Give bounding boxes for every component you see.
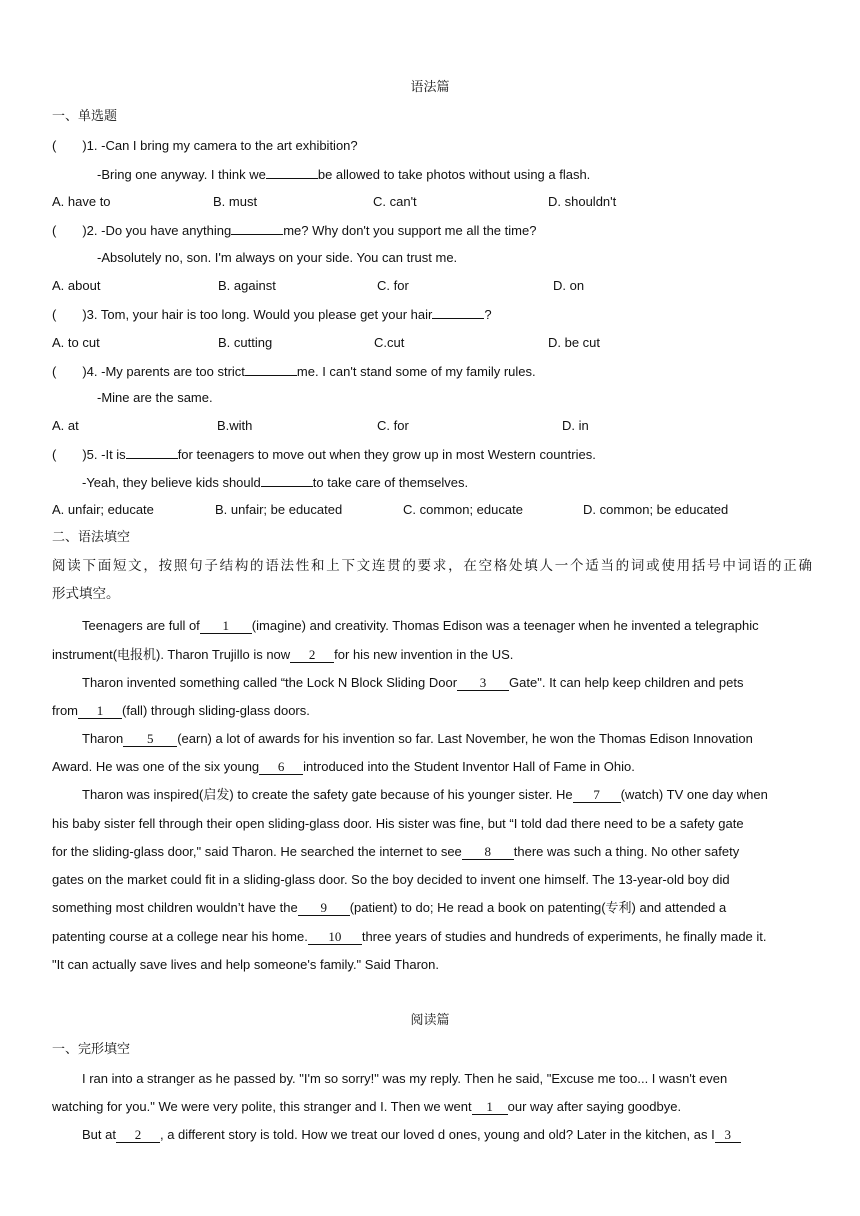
passage-text: Award. He was one of the six young [52, 759, 260, 774]
option-a[interactable]: A. have to [52, 194, 111, 209]
passage-text: for his new invention in the US. [334, 647, 514, 662]
blank-3[interactable]: 3 [457, 676, 509, 691]
option-a[interactable]: A. at [52, 418, 79, 433]
option-d[interactable]: D. in [562, 418, 589, 433]
cloze-blank-1[interactable]: 1 [472, 1100, 508, 1115]
question-text: -Bring one anyway. I think we [97, 167, 266, 182]
question-2-line2: -Absolutely no, son. I'm always on your side. You can trust me. [97, 250, 458, 265]
blank[interactable] [126, 445, 178, 459]
reading-line-1: I ran into a stranger as he passed by. "I'm so sorry!" was my reply. Then he said, "Excuse me too... I wasn't even [82, 1071, 728, 1086]
blank[interactable] [245, 362, 297, 376]
question-text: to take care of themselves. [312, 475, 469, 490]
passage-text: from [52, 703, 78, 718]
grammar-title: 语法篇 [410, 80, 450, 95]
section-grammar-fill: 二、语法填空 [52, 530, 131, 545]
answer-paren: ( [52, 307, 57, 322]
instruction-line-1: 阅读下面短文，按照句子结构的语法性和上下文连贯的要求，在空格处填人一个适当的词或使用括号中词语的正确 [52, 558, 812, 574]
passage-line-13: "It can actually save lives and help someone's family." Said Tharon. [52, 957, 439, 972]
passage-text: introduced into the Student Inventor Hall of Fame in Ohio. [303, 759, 635, 774]
passage-text: (earn) a lot of awards for his invention so far. Last November, he won the Thomas Edison Innovation [177, 731, 753, 746]
option-b[interactable]: B. unfair; be educated [215, 502, 343, 517]
passage-text: patenting course at a college near his home. [52, 929, 308, 944]
passage-text: watching for you." We were very polite, this stranger and I. Then we went [52, 1099, 472, 1114]
option-c[interactable]: C. common; educate [403, 502, 523, 517]
question-5 [52, 445, 812, 464]
option-a[interactable]: A. unfair; educate [52, 502, 154, 517]
blank[interactable] [261, 473, 313, 487]
question-1 [52, 137, 812, 155]
blank-4[interactable]: 1 [78, 704, 122, 719]
blank-8[interactable]: 8 [462, 845, 514, 860]
option-d[interactable]: D. be cut [548, 335, 601, 350]
passage-line-5 [82, 730, 812, 748]
option-a[interactable]: A. about [52, 278, 101, 293]
blank-5[interactable]: 5 [123, 732, 177, 747]
reading-line-3 [82, 1126, 812, 1144]
passage-text: there was such a thing. No other safety [513, 844, 740, 859]
question-text: )3. Tom, your hair is too long. Would you please get your hair [82, 307, 433, 322]
passage-line-11 [52, 899, 812, 917]
option-b[interactable]: B. against [218, 278, 276, 293]
question-text: me? Why don't you support me all the time? [283, 223, 537, 238]
question-1-line2 [97, 165, 857, 184]
question-4-line2: -Mine are the same. [97, 390, 213, 405]
passage-line-1 [82, 617, 812, 635]
option-b[interactable]: B.with [217, 418, 253, 433]
option-c[interactable]: C.cut [374, 335, 405, 350]
passage-line-7 [82, 786, 812, 804]
answer-paren: ( [52, 138, 57, 153]
passage-text: (fall) through sliding-glass doors. [122, 703, 310, 718]
blank-1[interactable]: 1 [200, 619, 252, 634]
passage-text: Tharon was inspired(启发) to create the safety gate because of his younger sister. He [82, 787, 573, 802]
section-single-choice: 一、单选题 [52, 109, 118, 124]
passage-line-12 [52, 928, 812, 946]
passage-text: , a different story is told. How we treat our loved d ones, young and old? Later in the kitchen, as I [159, 1127, 715, 1142]
blank[interactable] [432, 305, 484, 319]
option-d[interactable]: D. on [553, 278, 585, 293]
passage-text: Teenagers are full of [82, 618, 200, 633]
instruction-line-2: 形式填空。 [52, 586, 120, 602]
option-a[interactable]: A. to cut [52, 335, 100, 350]
cloze-blank-3[interactable]: 3 [715, 1128, 741, 1143]
passage-line-4 [52, 702, 812, 720]
question-text: ? [484, 307, 492, 322]
passage-text: Gate". It can help keep children and pets [509, 675, 744, 690]
question-text: be allowed to take photos without using a flash. [317, 167, 591, 182]
section-cloze: 一、完形填空 [52, 1042, 131, 1057]
passage-text: for the sliding-glass door," said Tharon. He searched the internet to see [52, 844, 462, 859]
answer-paren: ( [52, 364, 57, 379]
question-text: )1. -Can I bring my camera to the art exhibition? [82, 138, 358, 153]
passage-text: our way after saying goodbye. [507, 1099, 682, 1114]
answer-paren: ( [52, 223, 57, 238]
passage-text: Tharon [82, 731, 124, 746]
question-text: -Yeah, they believe kids should [82, 475, 261, 490]
passage-text: instrument(电报机). Tharon Trujillo is now [52, 647, 291, 662]
reading-line-2 [52, 1098, 812, 1116]
option-b[interactable]: B. must [213, 194, 258, 209]
question-text: )4. -My parents are too strict [82, 364, 245, 379]
option-c[interactable]: C. can't [373, 194, 417, 209]
passage-text: (watch) TV one day when [620, 787, 768, 802]
question-text: )5. -It is [82, 447, 126, 462]
passage-text: three years of studies and hundreds of experiments, he finally made it. [361, 929, 767, 944]
passage-text: But at [82, 1127, 116, 1142]
option-c[interactable]: C. for [377, 418, 409, 433]
passage-text: Tharon invented something called “the Lock N Block Sliding Door [82, 675, 458, 690]
option-b[interactable]: B. cutting [218, 335, 273, 350]
cloze-blank-2[interactable]: 2 [116, 1128, 160, 1143]
reading-title: 阅读篇 [410, 1013, 450, 1028]
passage-line-2 [52, 646, 812, 664]
passage-line-3 [82, 674, 812, 692]
option-d[interactable]: D. common; be educated [583, 502, 729, 517]
question-text: )2. -Do you have anything [82, 223, 232, 238]
question-text: for teenagers to move out when they grow up in most Western countries. [177, 447, 596, 462]
passage-text: (imagine) and creativity. Thomas Edison was a teenager when he invented a telegraphic [251, 618, 759, 633]
passage-line-8: his baby sister fell through their open sliding-glass door. His sister was fine, but “I told dad there need to be a safety gate [52, 816, 744, 831]
blank-9[interactable]: 9 [298, 901, 350, 916]
blank-10[interactable]: 10 [308, 930, 362, 945]
question-5-line2 [82, 473, 842, 492]
question-2 [52, 221, 812, 240]
passage-text: (patient) to do; He read a book on patenting(专利) and attended a [349, 900, 727, 915]
passage-line-10: gates on the market could fit in a sliding-glass door. So the boy decided to invent one himself. The 13-year-old boy did [52, 872, 730, 887]
question-text: me. I can't stand some of my family rules. [296, 364, 536, 379]
blank[interactable] [231, 221, 283, 235]
answer-paren: ( [52, 447, 57, 462]
passage-text: something most children wouldn’t have the [52, 900, 298, 915]
question-4 [52, 362, 812, 381]
blank-6[interactable]: 6 [259, 760, 303, 775]
passage-line-9 [52, 843, 812, 861]
option-d[interactable]: D. shouldn't [548, 194, 617, 209]
passage-line-6 [52, 758, 812, 776]
option-c[interactable]: C. for [377, 278, 409, 293]
question-3 [52, 305, 812, 324]
blank[interactable] [266, 165, 318, 179]
blank-2[interactable]: 2 [290, 648, 334, 663]
blank-7[interactable]: 7 [573, 788, 621, 803]
